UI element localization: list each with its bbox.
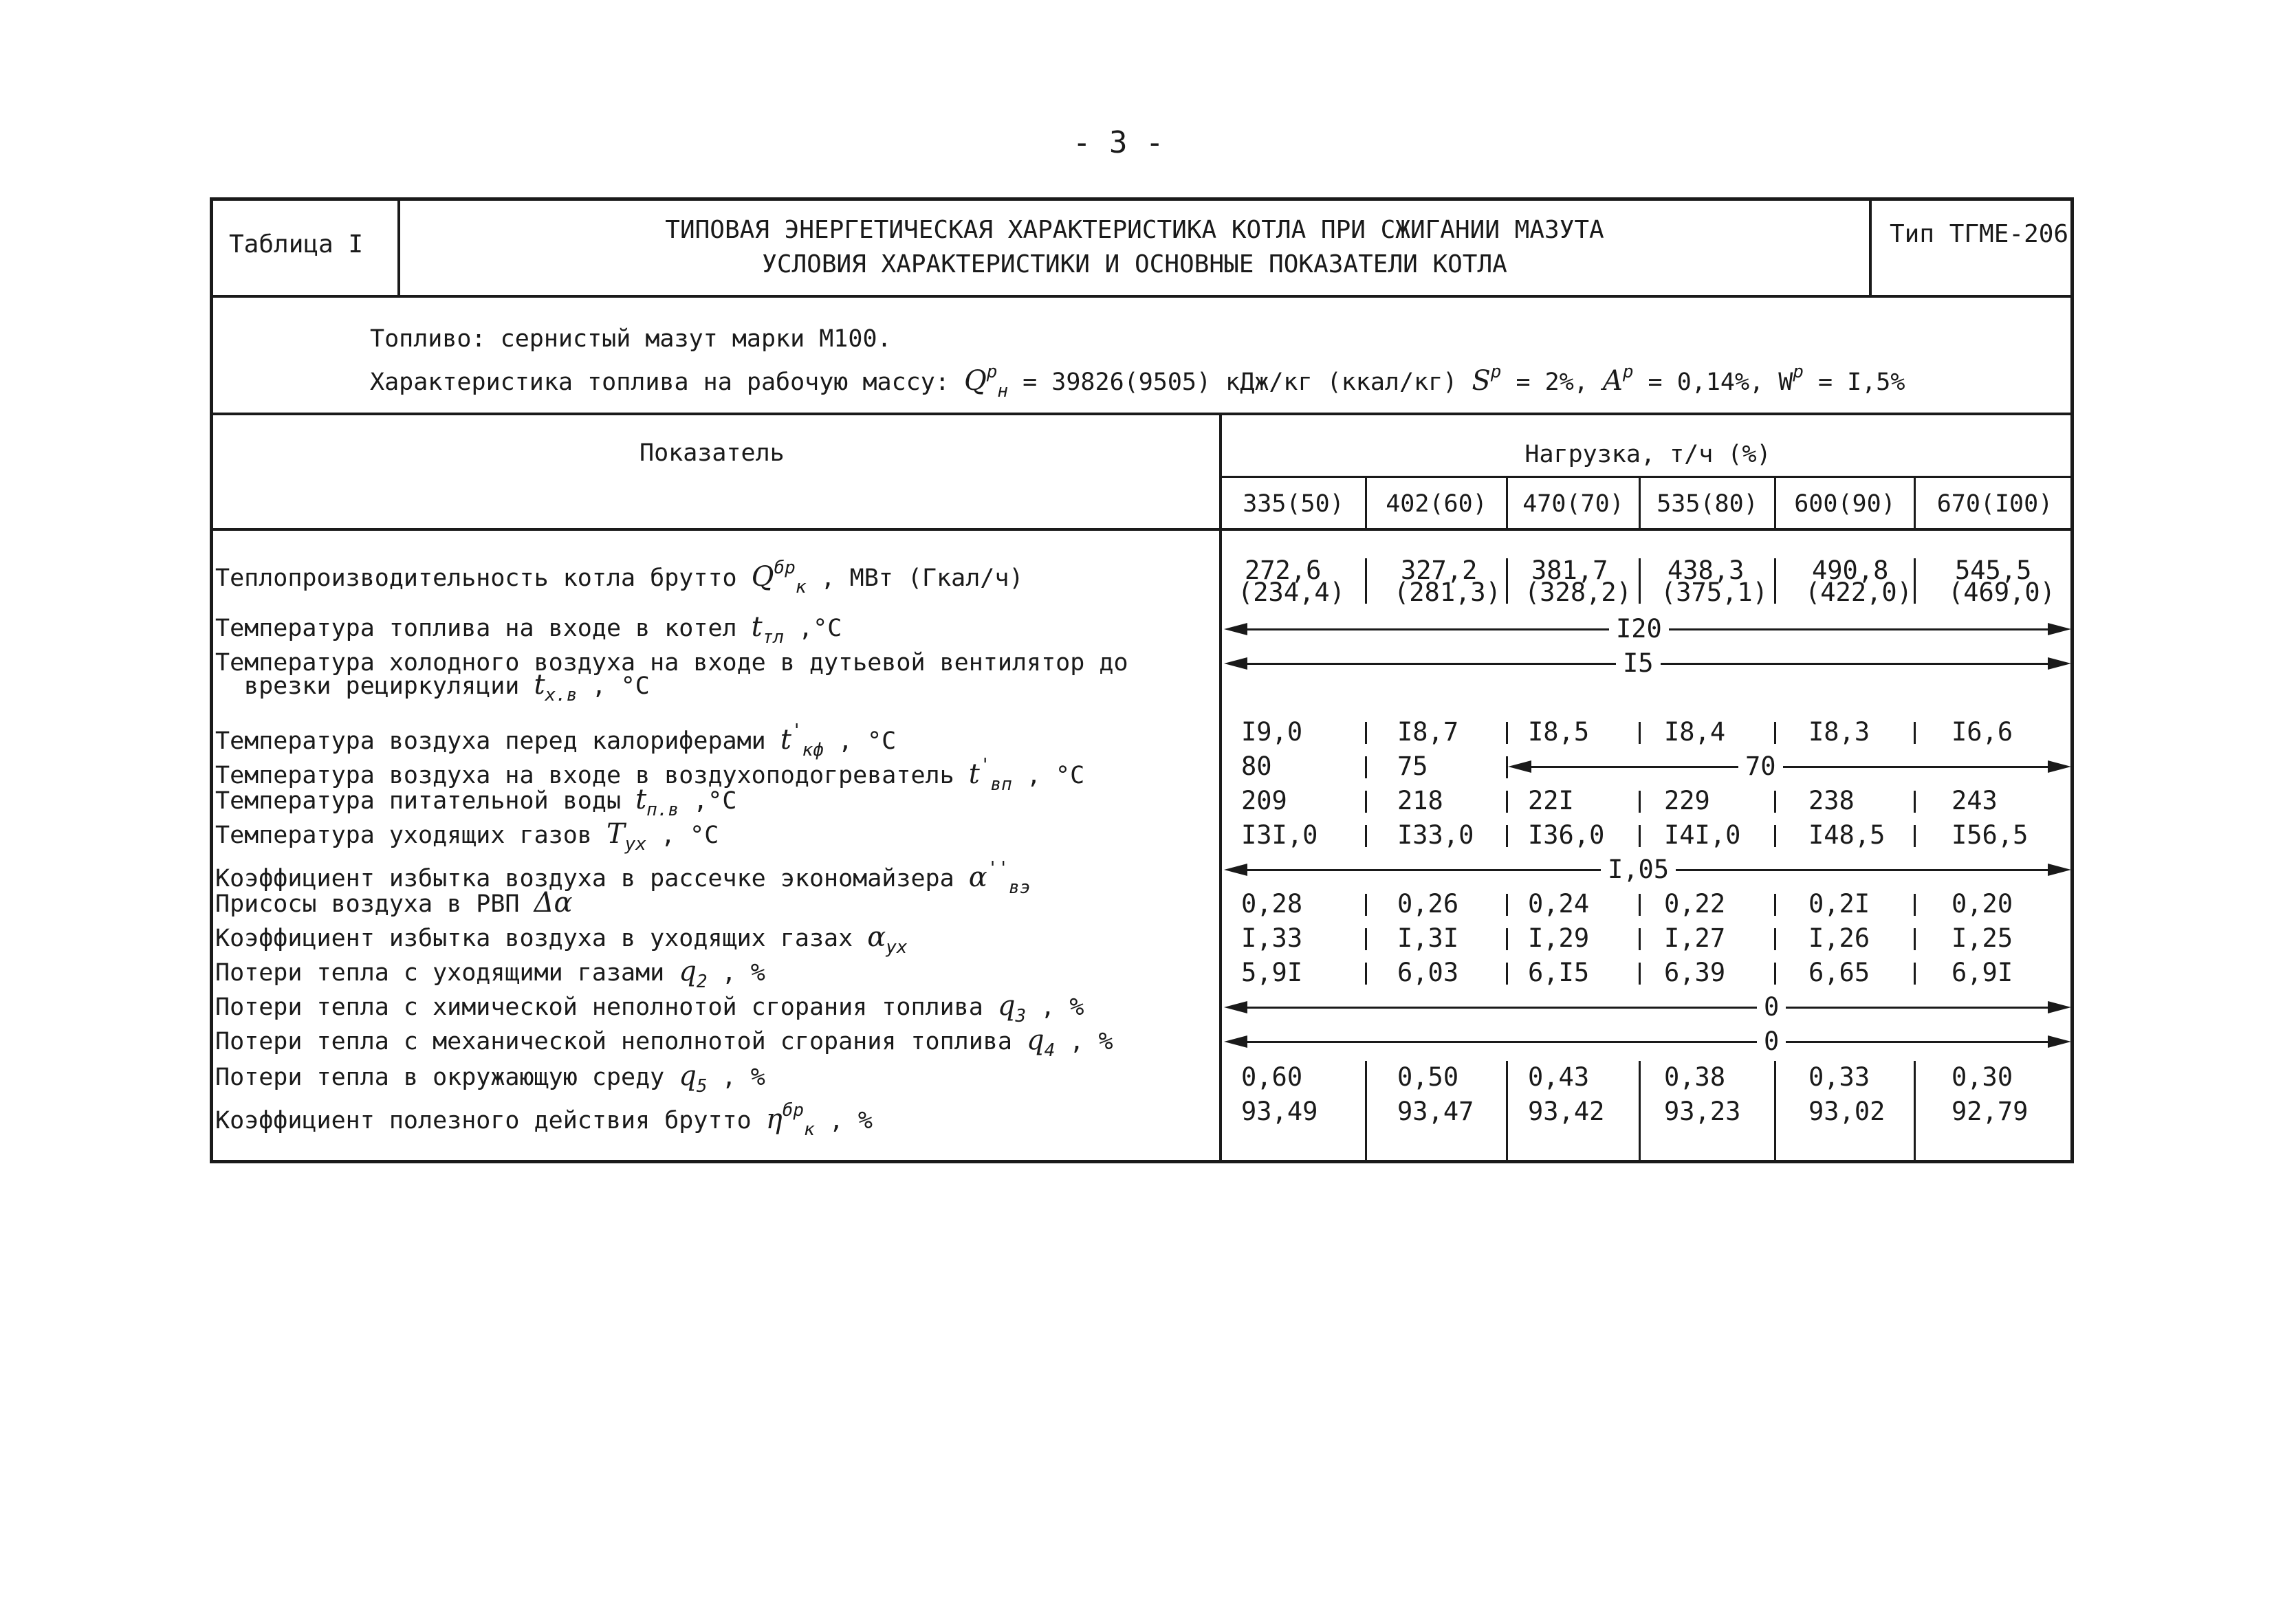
- row-label-flue-gas-loss: [215, 958, 765, 996]
- column-tick: [1914, 722, 1916, 744]
- column-tick: [1774, 928, 1776, 950]
- arrow-right-icon: [2048, 1001, 2071, 1013]
- column-tick: [1639, 928, 1641, 950]
- row-label-text: Температура уходящих газов: [215, 822, 606, 849]
- feedwater-sub: п.в: [646, 800, 679, 820]
- column-tick: [1914, 963, 1916, 985]
- heat-output-gcal-value: (375,1): [1661, 578, 1768, 607]
- ambient-loss-value: 0,50: [1397, 1062, 1459, 1092]
- flue-gas-symbol: T: [606, 818, 625, 850]
- gross-efficiency-value: 93,42: [1528, 1097, 1605, 1126]
- air-leakage-value: 0,20: [1952, 889, 2013, 919]
- fuel-characteristics-prefix: Характеристика топлива на рабочую массу:: [370, 369, 950, 396]
- column-tick: [1506, 722, 1508, 744]
- heat-output-value: 545,5: [1955, 556, 2032, 585]
- air-leakage-symbol: Δα: [534, 887, 573, 919]
- fuel-temp-symbol: t: [751, 611, 763, 643]
- airheater-inlet-symbol: t: [968, 758, 980, 790]
- sulfur-value: = 2%,: [1501, 369, 1603, 396]
- heat-output-value: 272,6: [1245, 556, 1322, 585]
- row-label-text: врезки рециркуляции: [244, 672, 534, 700]
- fuel-temp-sub: тл: [762, 627, 785, 648]
- flue-gas-loss-symbol: q: [679, 956, 697, 987]
- gross-efficiency-value: 93,02: [1808, 1097, 1885, 1126]
- fuel-line: Топливо: сернистый мазут марки М100.: [370, 325, 892, 353]
- ambient-loss-value: 0,33: [1808, 1062, 1870, 1092]
- cold-air-symbol: t: [534, 669, 545, 701]
- ash-sup: р: [1622, 362, 1634, 382]
- heat-output-value: 381,7: [1531, 556, 1608, 585]
- row-label-cold-air-line1: Температура холодного воздуха на входе в дутьевой вентилятор до: [215, 649, 1128, 677]
- economizer-excess-air-sub: вэ: [1009, 877, 1031, 898]
- flue-gas-sub: ух: [624, 834, 646, 855]
- column-tick: [1774, 825, 1776, 847]
- column-tick: [1365, 722, 1367, 744]
- heat-output-value: 490,8: [1812, 556, 1889, 585]
- mechanical-loss-symbol: q: [1027, 1024, 1045, 1056]
- airheater-inlet-span-value: 70: [1738, 754, 1783, 780]
- column-tick: [1639, 558, 1641, 604]
- row-label-flue-excess-air: [215, 923, 908, 961]
- economizer-excess-air-symbol: α: [968, 862, 987, 893]
- row-label-cold-air-line2: [244, 671, 650, 709]
- mechanical-loss-span-line: [1245, 1041, 2051, 1043]
- column-tick: [1639, 894, 1641, 916]
- heater-air-temp-value: I8,4: [1664, 717, 1726, 747]
- airheater-inlet-sup: ': [979, 755, 991, 776]
- rule-indicator-right: [1219, 413, 1222, 1163]
- row-label-unit: ,°C: [784, 615, 842, 642]
- flue-gas-loss-value: 5,9I: [1241, 958, 1303, 987]
- heat-value-symbol: Q: [963, 365, 987, 397]
- feedwater-temp-value: 209: [1241, 786, 1287, 815]
- sulfur-symbol: S: [1472, 365, 1491, 397]
- heat-output-gcal-value: (234,4): [1238, 578, 1345, 607]
- flue-gas-loss-value: 6,I5: [1528, 958, 1590, 987]
- column-tick: [1365, 791, 1367, 813]
- flue-gas-loss-value: 6,39: [1664, 958, 1726, 987]
- row-label-text: Потери тепла в окружающую среду: [215, 1064, 679, 1091]
- arrow-left-icon: [1224, 1035, 1247, 1048]
- feedwater-temp-value: 238: [1808, 786, 1855, 815]
- sulfur-sup: р: [1490, 362, 1502, 382]
- ambient-loss-sub: 5: [696, 1076, 708, 1097]
- flue-gas-temp-value: I3I,0: [1241, 820, 1318, 850]
- heat-output-value: 327,2: [1401, 556, 1478, 585]
- ambient-loss-symbol: q: [679, 1060, 697, 1092]
- row-label-text: Коэффициент избытка воздуха в рассечке экономайзера: [215, 865, 969, 892]
- heat-value-sup: р: [986, 362, 998, 382]
- heater-air-temp-value: I9,0: [1241, 717, 1303, 747]
- row-label-flue-gas-temp: [215, 820, 719, 858]
- rule-col-1b: [1365, 1061, 1367, 1163]
- gross-efficiency-value: 93,23: [1664, 1097, 1741, 1126]
- flue-excess-air-value: I,27: [1664, 923, 1726, 953]
- row-label-unit: , °C: [646, 822, 719, 849]
- row-label-chemical-loss: [215, 992, 1084, 1030]
- row-label-unit: , °C: [1012, 762, 1085, 789]
- row-label-text: Температура воздуха перед калориферами: [215, 727, 780, 755]
- heat-output-gcal-value: (328,2): [1524, 578, 1632, 607]
- ambient-loss-value: 0,30: [1952, 1062, 2013, 1092]
- row-label-feedwater-temp: [215, 786, 736, 824]
- airheater-inlet-sub: вп: [990, 774, 1012, 795]
- cold-air-temp-span-value: I5: [1616, 650, 1661, 677]
- column-tick: [1774, 722, 1776, 744]
- heater-air-sub: кф: [802, 740, 824, 760]
- cold-air-sub: х.в: [545, 685, 578, 705]
- page-number: - 3 -: [1073, 125, 1164, 160]
- row-label-text: Потери тепла с уходящими газами: [215, 959, 679, 987]
- flue-excess-air-value: I,3I: [1397, 923, 1459, 953]
- row-label-text: Присосы воздуха в РВП: [215, 890, 534, 918]
- boiler-type: Тип ТГМЕ-206: [1890, 220, 2069, 248]
- arrow-left-icon: [1224, 1001, 1247, 1013]
- rule-head-bottom: [210, 528, 2074, 531]
- load-col-3: 470(70): [1522, 490, 1624, 518]
- table-title-line2: УСЛОВИЯ ХАРАКТЕРИСТИКИ И ОСНОВНЫЕ ПОКАЗАТЕЛИ КОТЛА: [762, 250, 1507, 278]
- gross-efficiency-value: 93,47: [1397, 1097, 1474, 1126]
- column-tick: [1506, 825, 1508, 847]
- flue-gas-loss-sub: 2: [696, 972, 708, 992]
- heater-air-sup: ': [791, 721, 802, 741]
- column-tick: [1774, 963, 1776, 985]
- column-tick: [1365, 928, 1367, 950]
- chemical-loss-sub: 3: [1015, 1006, 1027, 1027]
- arrow-right-icon: [2048, 623, 2071, 635]
- row-label-unit: , %: [707, 959, 765, 987]
- column-tick: [1506, 963, 1508, 985]
- ambient-loss-value: 0,38: [1664, 1062, 1726, 1092]
- column-tick: [1639, 825, 1641, 847]
- row-label-text: Коэффициент избытка воздуха в уходящих газах: [215, 925, 868, 952]
- rule-title-bottom: [210, 295, 2074, 298]
- feedwater-temp-value: 22I: [1528, 786, 1574, 815]
- heater-air-symbol: t: [780, 724, 791, 756]
- table-title-line1: ТИПОВАЯ ЭНЕРГЕТИЧЕСКАЯ ХАРАКТЕРИСТИКА КОТЛА ПРИ СЖИГАНИИ МАЗУТА: [665, 216, 1604, 244]
- column-tick: [1506, 928, 1508, 950]
- row-label-unit: ,°C: [679, 787, 737, 815]
- rule-col-5b: [1914, 1061, 1916, 1163]
- heat-output-gcal-value: (469,0): [1948, 578, 2055, 607]
- heater-air-temp-value: I8,5: [1528, 717, 1590, 747]
- column-tick: [1506, 894, 1508, 916]
- economizer-excess-air-span-value: I,05: [1601, 857, 1676, 883]
- arrow-right-icon: [2048, 760, 2071, 773]
- airheater-inlet-span-line: [1529, 766, 2051, 768]
- column-tick: [1639, 722, 1641, 744]
- row-label-unit: , МВт (Гкал/ч): [806, 564, 1024, 592]
- moisture-symbol: W: [1778, 369, 1793, 396]
- chemical-loss-span-line: [1245, 1007, 2051, 1009]
- row-label-mechanical-loss: [215, 1024, 1113, 1064]
- row-label-text: Потери тепла с химической неполнотой сгорания топлива: [215, 994, 998, 1021]
- column-tick: [1774, 894, 1776, 916]
- indicator-header: Показатель: [639, 439, 785, 467]
- airheater-inlet-value: 75: [1397, 751, 1428, 781]
- arrow-right-icon: [2048, 657, 2071, 670]
- air-leakage-value: 0,24: [1528, 889, 1590, 919]
- rule-col-2b: [1506, 1061, 1508, 1163]
- arrow-left-icon: [1224, 657, 1247, 670]
- load-col-4: 535(80): [1657, 490, 1758, 518]
- gross-efficiency-value: 93,49: [1241, 1097, 1318, 1126]
- heater-air-temp-value: I6,6: [1952, 717, 2013, 747]
- air-leakage-value: 0,28: [1241, 889, 1303, 919]
- rule-type-left: [1869, 197, 1872, 296]
- arrow-left-icon: [1224, 864, 1247, 876]
- row-label-unit: , %: [1026, 994, 1084, 1021]
- feedwater-temp-value: 243: [1952, 786, 1998, 815]
- arrow-left-icon: [1508, 760, 1531, 773]
- mechanical-loss-sub: 4: [1044, 1040, 1056, 1061]
- load-col-1: 335(50): [1243, 490, 1344, 518]
- row-label-fuel-temp: [215, 613, 842, 651]
- row-label-gross-efficiency: [215, 1097, 873, 1143]
- rule-col-4b: [1774, 1061, 1776, 1163]
- column-tick: [1914, 825, 1916, 847]
- economizer-excess-air-sup: '': [987, 858, 1009, 879]
- flue-excess-air-value: I,29: [1528, 923, 1590, 953]
- flue-excess-air-value: I,33: [1241, 923, 1303, 953]
- flue-excess-air-value: I,26: [1808, 923, 1870, 953]
- heat-output-value: 438,3: [1668, 556, 1745, 585]
- air-leakage-value: 0,26: [1397, 889, 1459, 919]
- column-tick: [1774, 558, 1776, 604]
- row-label-air-leakage: [215, 889, 573, 918]
- heat-output-sub: к: [795, 577, 807, 597]
- rule-head-mid: [1219, 476, 2074, 478]
- ash-symbol: A: [1602, 365, 1623, 397]
- gross-efficiency-sub: к: [804, 1119, 815, 1140]
- column-tick: [1506, 558, 1508, 604]
- load-col-5: 600(90): [1794, 490, 1896, 518]
- column-tick: [1365, 894, 1367, 916]
- row-label-unit: , %: [1055, 1028, 1113, 1055]
- rule-fuel-bottom: [210, 413, 2074, 415]
- row-label-text: Потери тепла с механической неполнотой сгорания топлива: [215, 1028, 1027, 1055]
- flue-excess-air-sub: ух: [886, 937, 908, 958]
- fuel-characteristics: [370, 358, 1905, 405]
- column-tick: [1639, 963, 1641, 985]
- chemical-loss-symbol: q: [997, 990, 1016, 1022]
- column-tick: [1365, 558, 1367, 604]
- arrow-right-icon: [2048, 1035, 2071, 1048]
- row-label-text: Температура топлива на входе в котел: [215, 615, 752, 642]
- flue-gas-loss-value: 6,65: [1808, 958, 1870, 987]
- air-leakage-value: 0,22: [1664, 889, 1726, 919]
- feedwater-symbol: t: [635, 784, 647, 815]
- rule-label-right: [397, 197, 400, 296]
- flue-gas-temp-value: I4I,0: [1664, 820, 1741, 850]
- gross-efficiency-symbol: η: [765, 1104, 783, 1135]
- row-label-ambient-loss: [215, 1062, 765, 1100]
- row-label-unit: , °C: [823, 727, 897, 755]
- arrow-right-icon: [2048, 864, 2071, 876]
- heat-value: = 39826(9505) кДж/кг (ккал/кг): [1008, 369, 1472, 396]
- heat-output-symbol: Q: [751, 561, 774, 593]
- row-label-heat-output: [215, 554, 1024, 601]
- flue-gas-temp-value: I56,5: [1952, 820, 2029, 850]
- ambient-loss-value: 0,60: [1241, 1062, 1303, 1092]
- rule-col-3b: [1639, 1061, 1641, 1163]
- flue-gas-loss-value: 6,9I: [1952, 958, 2013, 987]
- row-label-unit: , %: [814, 1107, 873, 1134]
- airheater-inlet-value: 80: [1241, 751, 1272, 781]
- flue-gas-temp-value: I48,5: [1808, 820, 1885, 850]
- flue-gas-loss-value: 6,03: [1397, 958, 1459, 987]
- mechanical-loss-span-value: 0: [1757, 1029, 1786, 1055]
- flue-excess-air-symbol: α: [867, 921, 886, 953]
- gross-efficiency-sup: бр: [782, 1100, 805, 1121]
- heat-output-gcal-value: (422,0): [1805, 578, 1912, 607]
- heat-value-sub: н: [997, 381, 1009, 402]
- arrow-left-icon: [1224, 623, 1247, 635]
- row-label-unit: , °C: [577, 672, 650, 700]
- column-tick: [1365, 756, 1367, 778]
- fuel-temp-span-value: I20: [1609, 616, 1669, 642]
- chemical-loss-span-value: 0: [1757, 994, 1786, 1020]
- column-tick: [1774, 791, 1776, 813]
- column-tick: [1914, 928, 1916, 950]
- row-label-unit: , %: [707, 1064, 765, 1091]
- load-header: Нагрузка, т/ч (%): [1524, 441, 1771, 468]
- column-tick: [1914, 791, 1916, 813]
- moisture-value: = I,5%: [1803, 369, 1905, 396]
- flue-gas-temp-value: I36,0: [1528, 820, 1605, 850]
- flue-gas-temp-value: I33,0: [1397, 820, 1474, 850]
- heat-output-sup: бр: [774, 558, 796, 578]
- moisture-sup: р: [1793, 362, 1804, 382]
- heat-output-gcal-value: (281,3): [1394, 578, 1501, 607]
- row-label-text: Коэффициент полезного действия брутто: [215, 1107, 766, 1134]
- ambient-loss-value: 0,43: [1528, 1062, 1590, 1092]
- row-label-text: Температура воздуха на входе в воздухоподогреватель: [215, 762, 969, 789]
- heater-air-temp-value: I8,3: [1808, 717, 1870, 747]
- row-label-text: Температура питательной воды: [215, 787, 636, 815]
- heater-air-temp-value: I8,7: [1397, 717, 1459, 747]
- load-col-6: 670(I00): [1936, 490, 2053, 518]
- column-tick: [1506, 791, 1508, 813]
- gross-efficiency-value: 92,79: [1952, 1097, 2029, 1126]
- row-label-text: Теплопроизводительность котла брутто: [215, 564, 752, 592]
- column-tick: [1639, 791, 1641, 813]
- feedwater-temp-value: 229: [1664, 786, 1710, 815]
- feedwater-temp-value: 218: [1397, 786, 1443, 815]
- load-col-2: 402(60): [1386, 490, 1487, 518]
- column-tick: [1914, 558, 1916, 604]
- air-leakage-value: 0,2I: [1808, 889, 1870, 919]
- column-tick: [1914, 894, 1916, 916]
- ash-value: = 0,14%,: [1633, 369, 1779, 396]
- flue-excess-air-value: I,25: [1952, 923, 2013, 953]
- table-label: Таблица I: [229, 230, 364, 259]
- column-tick: [1365, 963, 1367, 985]
- column-tick: [1365, 825, 1367, 847]
